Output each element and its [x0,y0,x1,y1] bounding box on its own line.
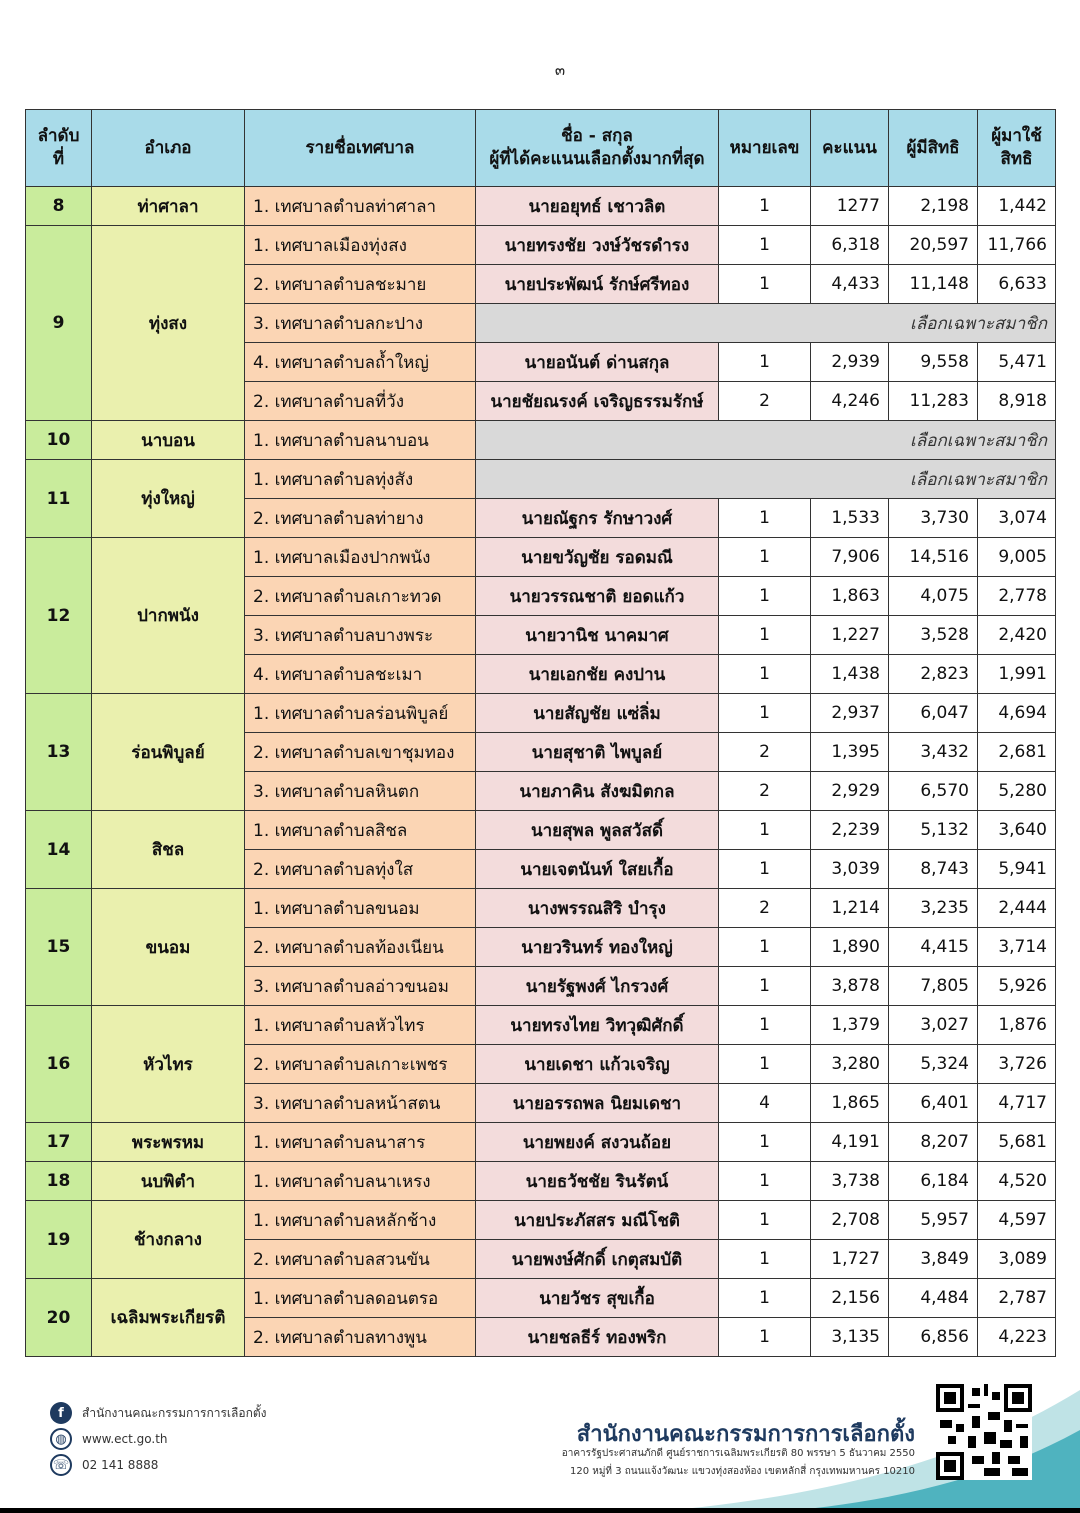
header-name-line2: ผู้ที่ได้คะแนนเลือกตั้งมากที่สุด [489,149,705,169]
district-name: ทุ่งสง [92,226,245,421]
candidate-number: 1 [719,616,811,655]
winner-name: นายอนันต์ ด่านสกุล [476,343,719,382]
row-number: 17 [26,1123,92,1162]
voters-value: 2,444 [978,889,1056,928]
voters-value: 4,520 [978,1162,1056,1201]
municipality-name: 1. เทศบาลตำบลทุ่งสัง [245,460,476,499]
candidate-number: 2 [719,772,811,811]
score-value: 4,191 [811,1123,889,1162]
candidate-number: 1 [719,226,811,265]
eligible-value: 6,184 [889,1162,978,1201]
candidate-number: 1 [719,1201,811,1240]
table-row [26,1123,1056,1162]
row-number: 18 [26,1162,92,1201]
table-row [26,1162,1056,1201]
facebook-text: สำนักงานคณะกรรมการการเลือกตั้ง [82,1405,267,1420]
voters-value: 3,714 [978,928,1056,967]
municipality-name: 2. เทศบาลตำบลทุ่งใส [245,850,476,889]
score-value: 1,533 [811,499,889,538]
eligible-value: 5,324 [889,1045,978,1084]
table-row [26,811,1056,850]
header-voters: ผู้มาใช้สิทธิ [978,110,1056,187]
voters-value: 2,778 [978,577,1056,616]
district-name: ปากพนัง [92,538,245,694]
municipality-name: 4. เทศบาลตำบลถ้ำใหญ่ [245,343,476,382]
candidate-number: 1 [719,538,811,577]
voters-value: 6,633 [978,265,1056,304]
winner-name: นายชัยณรงค์ เจริญธรรมรักษ์ [476,382,719,421]
eligible-value: 5,132 [889,811,978,850]
winner-name: นายอยุทธ์ เชาวลิต [476,187,719,226]
score-value: 3,878 [811,967,889,1006]
voters-value: 2,420 [978,616,1056,655]
eligible-value: 6,570 [889,772,978,811]
candidate-number: 1 [719,1123,811,1162]
table-row [26,1201,1056,1240]
score-value: 3,135 [811,1318,889,1357]
score-value: 2,239 [811,811,889,850]
eligible-value: 3,235 [889,889,978,928]
footer [0,1370,1080,1513]
score-value: 7,906 [811,538,889,577]
eligible-value: 9,558 [889,343,978,382]
header-number: หมายเลข [719,110,811,187]
voters-value: 5,941 [978,850,1056,889]
eligible-value: 6,401 [889,1084,978,1123]
winner-name: นายสุชาติ ไพบูลย์ [476,733,719,772]
candidate-number: 1 [719,694,811,733]
winner-name: นายรัฐพงศ์ ไกรวงศ์ [476,967,719,1006]
score-value: 1,379 [811,1006,889,1045]
row-number: 10 [26,421,92,460]
municipality-name: 2. เทศบาลตำบลเกาะเพชร [245,1045,476,1084]
score-value: 1,438 [811,655,889,694]
winner-name: นายเจตนันท์ ใสยเกื้อ [476,850,719,889]
municipality-name: 3. เทศบาลตำบลกะปาง [245,304,476,343]
municipality-name: 2. เทศบาลตำบลเขาชุมทอง [245,733,476,772]
winner-name: นายสุพล พูลสวัสดิ์ [476,811,719,850]
candidate-number: 1 [719,1162,811,1201]
election-results-table [25,109,1056,1357]
score-value: 3,280 [811,1045,889,1084]
voters-value: 5,681 [978,1123,1056,1162]
table-row [26,226,1056,265]
voters-value: 5,926 [978,967,1056,1006]
candidate-number: 1 [719,1318,811,1357]
district-name: พระพรหม [92,1123,245,1162]
voters-value: 3,726 [978,1045,1056,1084]
phone-text: 02 141 8888 [82,1458,159,1472]
score-value: 2,939 [811,343,889,382]
row-number: 12 [26,538,92,694]
municipality-name: 2. เทศบาลตำบลสวนขัน [245,1240,476,1279]
winner-name: นายพงษ์ศักดิ์ เกตุสมบัติ [476,1240,719,1279]
score-value: 1,865 [811,1084,889,1123]
eligible-value: 8,207 [889,1123,978,1162]
member-only-note: เลือกเฉพาะสมาชิก [476,421,1056,460]
municipality-name: 1. เทศบาลตำบลนาสาร [245,1123,476,1162]
row-number: 14 [26,811,92,889]
eligible-value: 2,198 [889,187,978,226]
voters-value: 11,766 [978,226,1056,265]
voters-value: 4,717 [978,1084,1056,1123]
table-row [26,694,1056,733]
winner-name: นายวรินทร์ ทองใหญ่ [476,928,719,967]
score-value: 2,929 [811,772,889,811]
voters-value: 5,280 [978,772,1056,811]
district-name: ท่าศาลา [92,187,245,226]
row-number: 20 [26,1279,92,1357]
score-value: 3,738 [811,1162,889,1201]
member-only-note: เลือกเฉพาะสมาชิก [476,304,1056,343]
phone-contact[interactable] [50,1454,158,1476]
municipality-name: 2. เทศบาลตำบลท้องเนียน [245,928,476,967]
winner-name: นายเดชา แก้วเจริญ [476,1045,719,1084]
header-municipality: รายชื่อเทศบาล [245,110,476,187]
municipality-name: 2. เทศบาลตำบลที่วัง [245,382,476,421]
candidate-number: 1 [719,499,811,538]
voters-value: 4,597 [978,1201,1056,1240]
winner-name: นายประพัฒน์ รักษ์ศรีทอง [476,265,719,304]
winner-name: นายขวัญชัย รอดมณี [476,538,719,577]
winner-name: นายภาคิน สังฆมิตกล [476,772,719,811]
facebook-contact[interactable] [50,1402,266,1424]
page-number: ๓ [554,61,566,79]
qr-code[interactable] [936,1384,1032,1480]
table-row [26,538,1056,577]
winner-name: นายเอกชัย คงปาน [476,655,719,694]
org-name: สำนักงานคณะกรรมการการเลือกตั้ง [576,1422,915,1447]
district-name: ร่อนพิบูลย์ [92,694,245,811]
winner-name: นายวานิช นาคมาศ [476,616,719,655]
district-name: ทุ่งใหญ่ [92,460,245,538]
eligible-value: 3,849 [889,1240,978,1279]
municipality-name: 1. เทศบาลตำบลร่อนพิบูลย์ [245,694,476,733]
candidate-number: 1 [719,967,811,1006]
score-value: 4,433 [811,265,889,304]
eligible-value: 6,047 [889,694,978,733]
municipality-name: 2. เทศบาลตำบลท่ายาง [245,499,476,538]
voters-value: 3,089 [978,1240,1056,1279]
eligible-value: 14,516 [889,538,978,577]
eligible-value: 4,484 [889,1279,978,1318]
score-value: 2,708 [811,1201,889,1240]
row-number: 13 [26,694,92,811]
municipality-name: 1. เทศบาลตำบลหลักช้าง [245,1201,476,1240]
voters-value: 3,074 [978,499,1056,538]
eligible-value: 8,743 [889,850,978,889]
table-row [26,421,1056,460]
eligible-value: 5,957 [889,1201,978,1240]
winner-name: นายทรงชัย วงษ์วัชรดำรง [476,226,719,265]
website-text: www.ect.go.th [82,1432,168,1446]
row-number: 19 [26,1201,92,1279]
table-row [26,460,1056,499]
table-row [26,889,1056,928]
district-name: นบพิตำ [92,1162,245,1201]
district-name: หัวไทร [92,1006,245,1123]
municipality-name: 2. เทศบาลตำบลทางพูน [245,1318,476,1357]
voters-value: 4,223 [978,1318,1056,1357]
municipality-name: 1. เทศบาลเมืองปากพนัง [245,538,476,577]
municipality-name: 1. เทศบาลตำบลท่าศาลา [245,187,476,226]
winner-name: นายพยงค์ สงวนถ้อย [476,1123,719,1162]
municipality-name: 4. เทศบาลตำบลชะเมา [245,655,476,694]
municipality-name: 3. เทศบาลตำบลหินตก [245,772,476,811]
candidate-number: 1 [719,1006,811,1045]
row-number: 9 [26,226,92,421]
winner-name: นายวรรณชาติ ยอดแก้ว [476,577,719,616]
voters-value: 2,787 [978,1279,1056,1318]
header-score: คะแนน [811,110,889,187]
eligible-value: 4,415 [889,928,978,967]
municipality-name: 1. เทศบาลตำบลหัวไทร [245,1006,476,1045]
candidate-number: 2 [719,733,811,772]
row-number: 16 [26,1006,92,1123]
voters-value: 9,005 [978,538,1056,577]
voters-value: 1,442 [978,187,1056,226]
header-row [26,110,1056,187]
candidate-number: 1 [719,655,811,694]
eligible-value: 20,597 [889,226,978,265]
score-value: 1,863 [811,577,889,616]
candidate-number: 1 [719,850,811,889]
header-name-line1: ชื่อ - สกุล [561,126,633,147]
score-value: 1,727 [811,1240,889,1279]
table-row [26,187,1056,226]
municipality-name: 1. เทศบาลตำบลนาเหรง [245,1162,476,1201]
eligible-value: 4,075 [889,577,978,616]
winner-name: นายชลธีร์ ทองพริก [476,1318,719,1357]
district-name: ขนอม [92,889,245,1006]
header-name [476,110,719,187]
municipality-name: 3. เทศบาลตำบลบางพระ [245,616,476,655]
winner-name: นายอรรถพล นิยมเดชา [476,1084,719,1123]
candidate-number: 1 [719,343,811,382]
eligible-value: 3,730 [889,499,978,538]
score-value: 4,246 [811,382,889,421]
voters-value: 5,471 [978,343,1056,382]
candidate-number: 1 [719,1279,811,1318]
candidate-number: 2 [719,889,811,928]
winner-name: นายสัญชัย แซ่ลิ่ม [476,694,719,733]
row-number: 8 [26,187,92,226]
winner-name: นางพรรณสิริ บำรุง [476,889,719,928]
candidate-number: 1 [719,928,811,967]
winner-name: นายณัฐกร รักษาวงศ์ [476,499,719,538]
score-value: 2,937 [811,694,889,733]
address-line1: อาคารรัฐประศาสนภักดี ศูนย์ราชการเฉลิมพระเกียรติ 80 พรรษา 5 ธันวาคม 2550 [561,1448,915,1459]
candidate-number: 1 [719,577,811,616]
score-value: 1,214 [811,889,889,928]
voters-value: 3,640 [978,811,1056,850]
eligible-value: 6,856 [889,1318,978,1357]
header-eligible: ผู้มีสิทธิ [889,110,978,187]
municipality-name: 1. เทศบาลตำบลสิชล [245,811,476,850]
candidate-number: 1 [719,1045,811,1084]
eligible-value: 7,805 [889,967,978,1006]
score-value: 2,156 [811,1279,889,1318]
address-line2: 120 หมู่ที่ 3 ถนนแจ้งวัฒนะ แขวงทุ่งสองห้อง เขตหลักสี่ กรุงเทพมหานคร 10210 [569,1466,915,1477]
score-value: 1277 [811,187,889,226]
table-row [26,1006,1056,1045]
municipality-name: 3. เทศบาลตำบลอ่าวขนอม [245,967,476,1006]
voters-value: 4,694 [978,694,1056,733]
candidate-number: 1 [719,187,811,226]
municipality-name: 2. เทศบาลตำบลชะมาย [245,265,476,304]
score-value: 1,395 [811,733,889,772]
candidate-number: 1 [719,265,811,304]
score-value: 1,227 [811,616,889,655]
municipality-name: 1. เทศบาลตำบลนาบอน [245,421,476,460]
globe-icon: ◍ [50,1428,72,1450]
winner-name: นายประภัสสร มณีโชติ [476,1201,719,1240]
row-number: 11 [26,460,92,538]
eligible-value: 3,528 [889,616,978,655]
candidate-number: 4 [719,1084,811,1123]
voters-value: 1,991 [978,655,1056,694]
eligible-value: 11,148 [889,265,978,304]
table-body [26,187,1056,1357]
eligible-value: 2,823 [889,655,978,694]
score-value: 3,039 [811,850,889,889]
phone-icon: ☏ [50,1454,72,1476]
table-row [26,1279,1056,1318]
candidate-number: 1 [719,1240,811,1279]
district-name: สิชล [92,811,245,889]
candidate-number: 2 [719,382,811,421]
eligible-value: 3,432 [889,733,978,772]
district-name: ช้างกลาง [92,1201,245,1279]
municipality-name: 1. เทศบาลตำบลขนอม [245,889,476,928]
bottom-bar [0,1508,1080,1513]
district-name: นาบอน [92,421,245,460]
header-no: ลำดับที่ [26,110,92,187]
district-name: เฉลิมพระเกียรติ [92,1279,245,1357]
website-contact[interactable] [50,1428,168,1450]
facebook-icon: f [50,1402,72,1424]
member-only-note: เลือกเฉพาะสมาชิก [476,460,1056,499]
voters-value: 2,681 [978,733,1056,772]
winner-name: นายทรงไทย วิทวุฒิศักดิ์ [476,1006,719,1045]
voters-value: 8,918 [978,382,1056,421]
municipality-name: 3. เทศบาลตำบลหน้าสตน [245,1084,476,1123]
municipality-name: 1. เทศบาลเมืองทุ่งสง [245,226,476,265]
eligible-value: 11,283 [889,382,978,421]
winner-name: นายธวัชชัย รินรัตน์ [476,1162,719,1201]
score-value: 1,890 [811,928,889,967]
score-value: 6,318 [811,226,889,265]
row-number: 15 [26,889,92,1006]
municipality-name: 2. เทศบาลตำบลเกาะทวด [245,577,476,616]
header-district: อำเภอ [92,110,245,187]
voters-value: 1,876 [978,1006,1056,1045]
municipality-name: 1. เทศบาลตำบลดอนตรอ [245,1279,476,1318]
eligible-value: 3,027 [889,1006,978,1045]
winner-name: นายวัชร สุขเกื้อ [476,1279,719,1318]
candidate-number: 1 [719,811,811,850]
